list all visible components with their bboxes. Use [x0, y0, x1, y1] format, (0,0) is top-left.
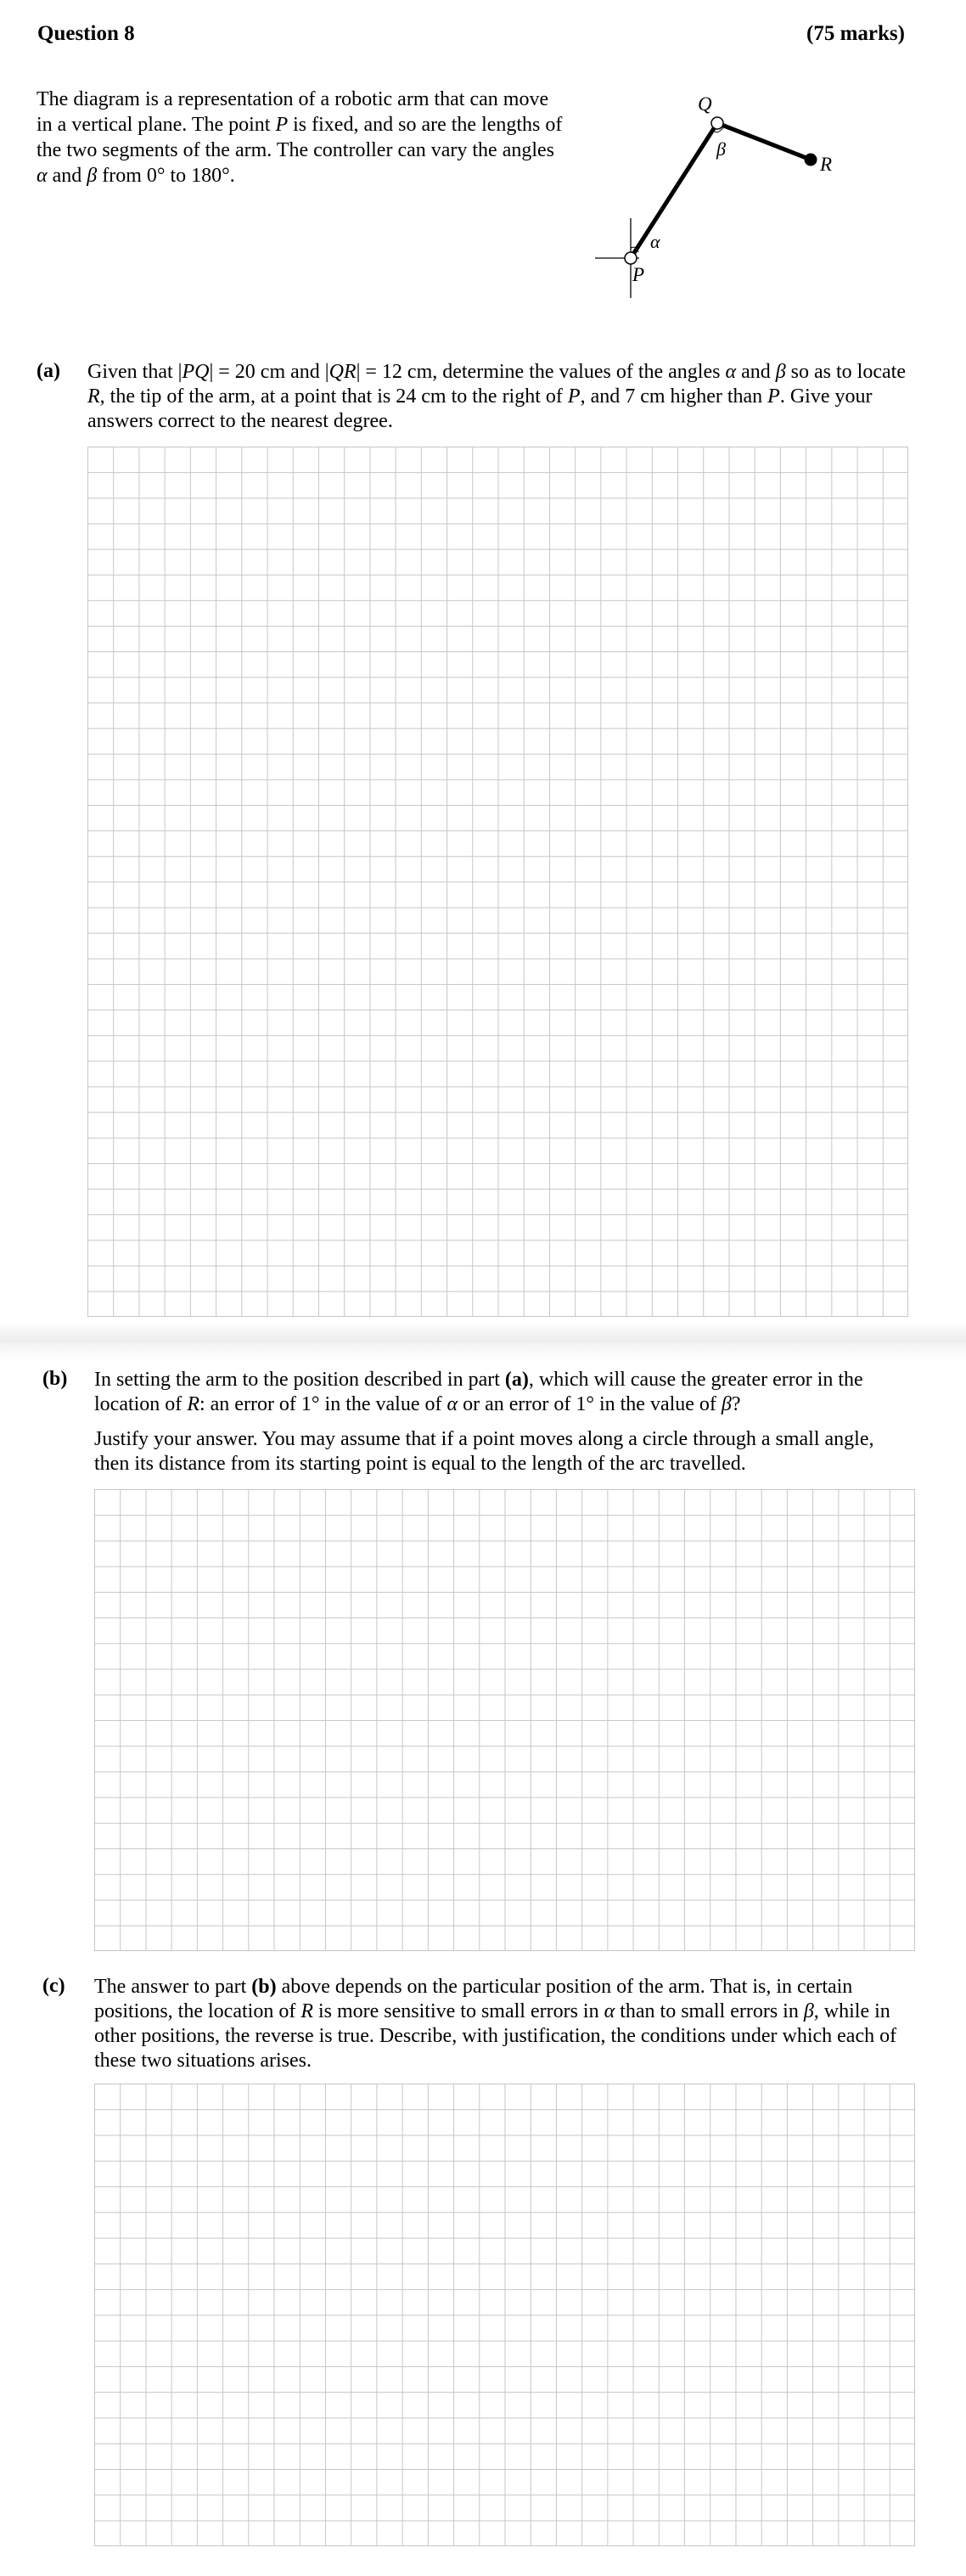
part-a-label: (a): [37, 360, 60, 382]
joint-q: [711, 117, 723, 129]
part-b-justify: Justify your answer. You may assume that if a point moves along a circle through a small angle, then its distance from its starting point is equal to the length of the arc travelled.: [94, 1428, 874, 1475]
intro-text: The diagram is a representation of a robotic arm that can move in a vertical plane. The point P is fixed, and so are the lengths of the two segments of the arm. The controller can vary the angles α and β from 0° to 180°.: [37, 88, 563, 187]
part-c-label: (c): [42, 1975, 65, 1997]
joint-p: [625, 252, 637, 264]
part-b-label: (b): [42, 1368, 68, 1390]
question-marks: (75 marks): [806, 22, 905, 45]
label-r: R: [820, 154, 833, 175]
page-break: [0, 1322, 966, 1342]
robotic-arm-diagram: [586, 85, 874, 314]
arm-segment-qr: [717, 123, 811, 160]
page-break-fade: [0, 1342, 966, 1361]
part-a-text: Given that |PQ| = 20 cm and |QR| = 12 cm, determine the values of the angles α and β so as to locate R, the tip of the arm, at a point that is 24 cm to the right of P, and 7 cm higher than P. Give your answers correct to the nearest degree.: [87, 361, 906, 432]
answer-grid-b[interactable]: [94, 1489, 915, 1951]
label-alpha: α: [650, 231, 660, 252]
label-p: P: [632, 264, 645, 285]
label-beta: β: [716, 138, 726, 160]
question-title: Question 8: [37, 22, 135, 45]
label-q: Q: [698, 93, 712, 115]
arm-segment-pq: [631, 123, 717, 258]
part-b-text: In setting the arm to the position described in part (a), which will cause the greater error in the location of R: an error of 1° in the value of α or an error of 1° in the value of β?: [94, 1369, 863, 1415]
answer-grid-a[interactable]: [87, 447, 908, 1317]
part-c-text: The answer to part (b) above depends on the particular position of the arm. That is, in certain positions, the location of R is more sensitive to small errors in α than to small errors in β, while in other positions, the reverse is true. Describe, with justification, the conditions under which each of these two situations arises.: [94, 1976, 897, 2072]
tip-r: [805, 154, 817, 166]
answer-grid-c[interactable]: [94, 2084, 915, 2546]
